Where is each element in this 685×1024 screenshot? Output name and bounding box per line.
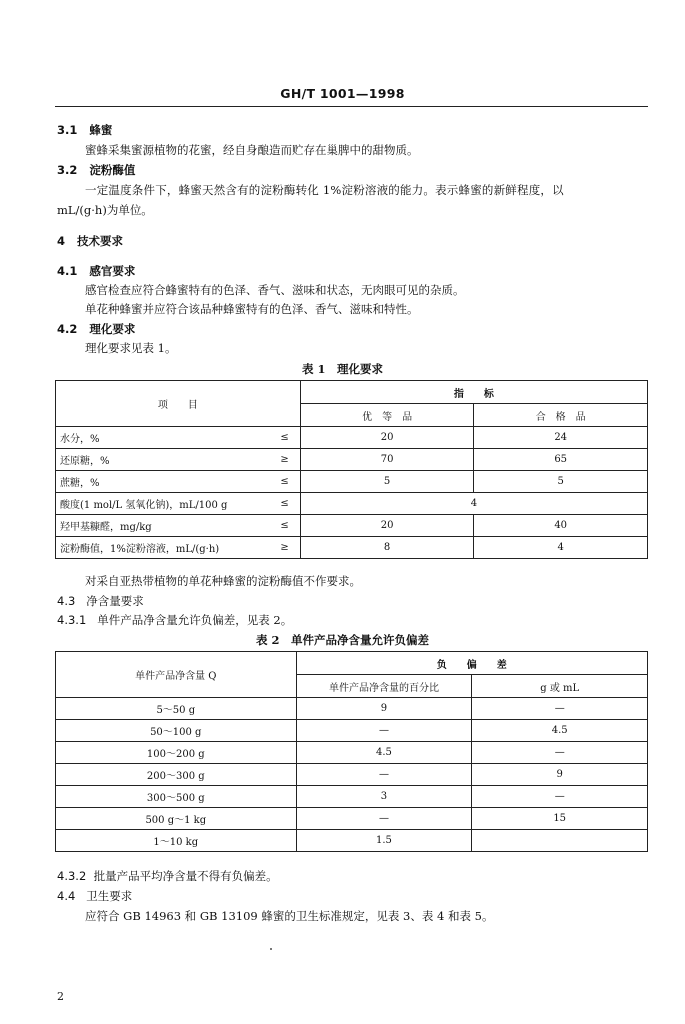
scan-speck bbox=[270, 948, 272, 950]
table-row bbox=[56, 698, 648, 720]
section-3-2-text-line1: 一定温度条件下，蜂蜜天然含有的淀粉酶转化 1%淀粉溶液的能力。表示蜂蜜的新鲜程度，以 bbox=[85, 183, 564, 197]
section-4-1-heading: 4.1 感官要求 bbox=[57, 264, 136, 278]
table1-caption: 表 1 理化要求 bbox=[301, 362, 383, 376]
table2-percent: 1.5 bbox=[296, 830, 472, 852]
table-row bbox=[56, 537, 648, 559]
table-row bbox=[56, 427, 648, 449]
table-row bbox=[56, 764, 648, 786]
table1-note: 对采自亚热带植物的单花种蜂蜜的淀粉酶值不作要求。 bbox=[85, 574, 361, 588]
table-row bbox=[56, 720, 648, 742]
table1-item: 蔗糖，% bbox=[56, 471, 270, 493]
section-4-heading: 4 技术要求 bbox=[57, 234, 124, 248]
table-row bbox=[56, 493, 648, 515]
table1-header-grade2: 合 格 品 bbox=[474, 404, 648, 427]
table2-percent: — bbox=[296, 720, 472, 742]
table-row bbox=[56, 471, 648, 493]
table1-value-grade1: 70 bbox=[300, 449, 474, 471]
table1-value-grade1: 8 bbox=[300, 537, 474, 559]
table2-q: 1～10 kg bbox=[56, 830, 297, 852]
table1-header-index: 指 标 bbox=[300, 381, 647, 404]
table1-value-grade2: 5 bbox=[474, 471, 648, 493]
table-row bbox=[56, 449, 648, 471]
document-header-code: GH/T 1001—1998 bbox=[280, 86, 405, 101]
table2-q: 100～200 g bbox=[56, 742, 297, 764]
header-rule bbox=[55, 106, 648, 107]
table2-percent: — bbox=[296, 764, 472, 786]
table1-value-grade1: 20 bbox=[300, 427, 474, 449]
section-4-4-heading: 4.4 卫生要求 bbox=[57, 889, 133, 903]
table1-value-grade2: 24 bbox=[474, 427, 648, 449]
table-row bbox=[56, 786, 648, 808]
table1-sign: ≤ bbox=[269, 493, 300, 515]
table-row bbox=[56, 515, 648, 537]
table2-percent: 3 bbox=[296, 786, 472, 808]
section-3-2-heading: 3.2 淀粉酶值 bbox=[57, 163, 136, 177]
table2-percent: — bbox=[296, 808, 472, 830]
table2-absolute: 9 bbox=[472, 764, 648, 786]
table1-header-item: 项 目 bbox=[56, 381, 301, 427]
table1-value-grade1: 5 bbox=[300, 471, 474, 493]
section-4-4-text: 应符合 GB 14963 和 GB 13109 蜂蜜的卫生标准规定，见表 3、表 4 和表 5。 bbox=[85, 909, 494, 923]
table2-header-percent: 单件产品净含量的百分比 bbox=[296, 675, 472, 698]
table1 bbox=[55, 380, 648, 559]
table1-item: 还原糖，% bbox=[56, 449, 270, 471]
table2-percent: 4.5 bbox=[296, 742, 472, 764]
table2-caption: 表 2 单件产品净含量允许负偏差 bbox=[255, 633, 429, 647]
table1-item: 酸度(1 mol/L 氢氧化钠)，mL/100 g bbox=[56, 493, 270, 515]
table2-q: 200～300 g bbox=[56, 764, 297, 786]
table2-q: 50～100 g bbox=[56, 720, 297, 742]
section-3-1-heading: 3.1 蜂蜜 bbox=[57, 123, 113, 137]
table2-absolute: 15 bbox=[472, 808, 648, 830]
table1-sign: ≥ bbox=[269, 449, 300, 471]
table1-header-grade1: 优 等 品 bbox=[300, 404, 474, 427]
table2-absolute: — bbox=[472, 698, 648, 720]
section-4-3-heading: 4.3 净含量要求 bbox=[57, 594, 144, 608]
table2-absolute bbox=[472, 830, 648, 852]
section-3-2-text-line2: mL/(g·h)为单位。 bbox=[57, 203, 153, 217]
table-row bbox=[56, 742, 648, 764]
table2-q: 500 g～1 kg bbox=[56, 808, 297, 830]
table2-q: 5～50 g bbox=[56, 698, 297, 720]
table1-item: 水分，% bbox=[56, 427, 270, 449]
table2-header-negative: 负 偏 差 bbox=[296, 652, 647, 675]
table2 bbox=[55, 651, 648, 852]
section-4-3-2: 4.3.2 批量产品平均净含量不得有负偏差。 bbox=[57, 869, 278, 883]
table2-absolute: — bbox=[472, 742, 648, 764]
table2-absolute: — bbox=[472, 786, 648, 808]
table1-sign: ≥ bbox=[269, 537, 300, 559]
section-4-2-heading: 4.2 理化要求 bbox=[57, 322, 136, 336]
table1-item: 羟甲基糠醛，mg/kg bbox=[56, 515, 270, 537]
table1-value-grade2: 65 bbox=[474, 449, 648, 471]
section-4-3-1: 4.3.1 单件产品净含量允许负偏差，见表 2。 bbox=[57, 613, 293, 627]
table1-value-grade2: 40 bbox=[474, 515, 648, 537]
section-4-1-text-line2: 单花种蜂蜜并应符合该品种蜂蜜特有的色泽、香气、滋味和特性。 bbox=[85, 302, 419, 316]
section-3-1-text: 蜜蜂采集蜜源植物的花蜜，经自身酿造而贮存在巢脾中的甜物质。 bbox=[85, 143, 419, 157]
table2-absolute: 4.5 bbox=[472, 720, 648, 742]
table1-sign: ≤ bbox=[269, 427, 300, 449]
table1-value-grade2: 4 bbox=[474, 537, 648, 559]
table-row bbox=[56, 830, 648, 852]
table2-q: 300～500 g bbox=[56, 786, 297, 808]
table1-value-merged: 4 bbox=[300, 493, 647, 515]
table1-sign: ≤ bbox=[269, 515, 300, 537]
section-4-2-text: 理化要求见表 1。 bbox=[85, 341, 177, 355]
table2-percent: 9 bbox=[296, 698, 472, 720]
section-4-1-text-line1: 感官检查应符合蜂蜜特有的色泽、香气、滋味和状态，无肉眼可见的杂质。 bbox=[85, 283, 465, 297]
page-number: 2 bbox=[57, 990, 64, 1003]
table1-sign: ≤ bbox=[269, 471, 300, 493]
table1-item: 淀粉酶值，1%淀粉溶液，mL/(g·h) bbox=[56, 537, 270, 559]
table2-header-absolute: g 或 mL bbox=[472, 675, 648, 698]
table-row bbox=[56, 808, 648, 830]
table1-value-grade1: 20 bbox=[300, 515, 474, 537]
table2-header-q: 单件产品净含量 Q bbox=[56, 652, 297, 698]
